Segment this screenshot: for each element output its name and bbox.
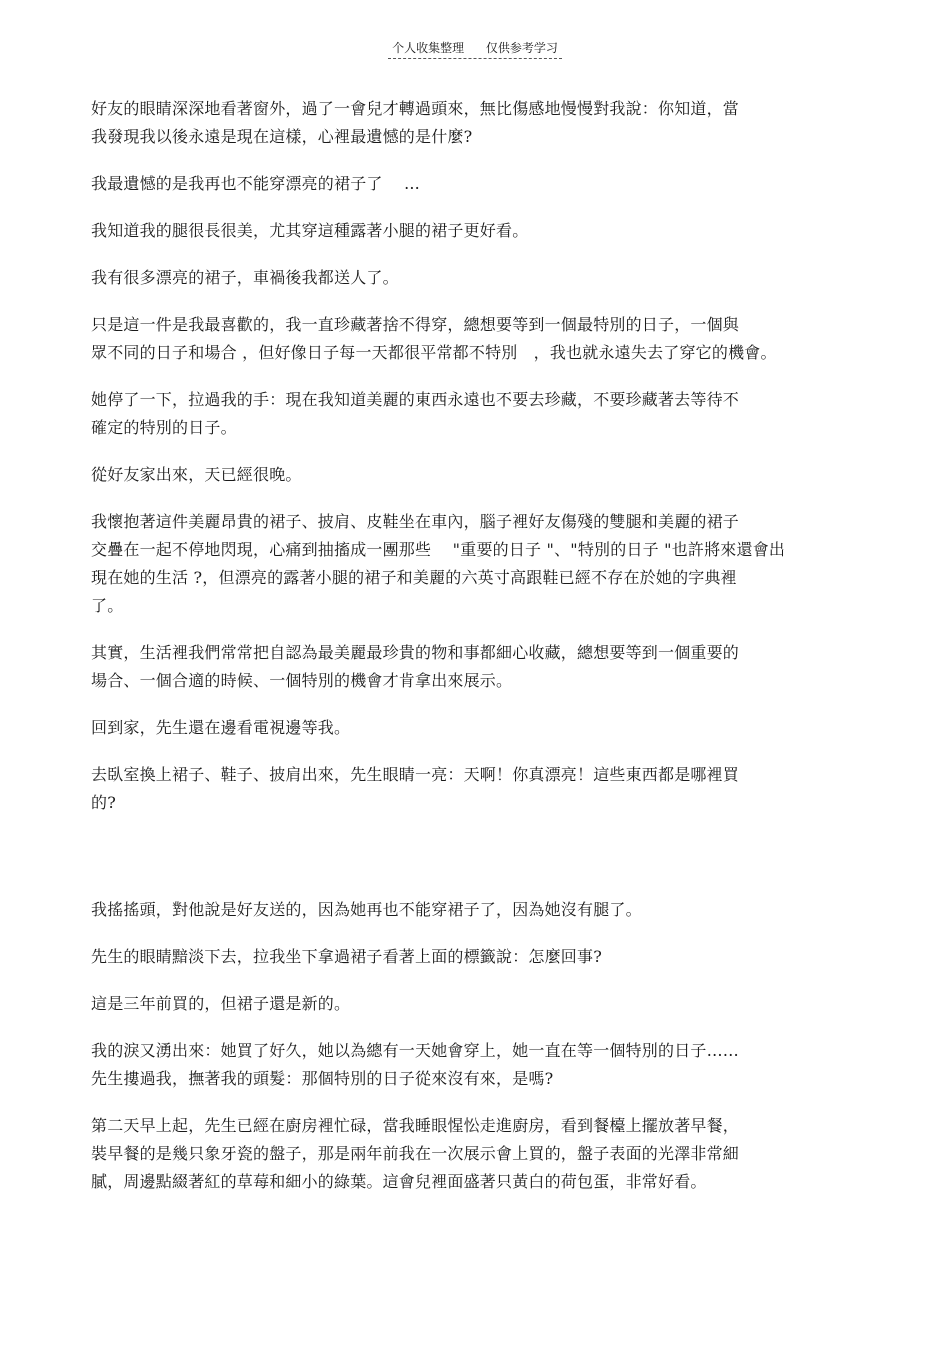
paragraph: 我懷抱著這件美麗昂貴的裙子、披肩、皮鞋坐在車內，腦子裡好友傷殘的雙腿和美麗的裙子 交疊在一起不停地閃現，心痛到抽搐成一團那些 "重要的日子 "、"特別的日子 "也許將來還會出 現在她的生活 ?，但漂亮的露著小腿的裙子和美麗的六英寸高跟鞋已經不存在於她的字典裡 了。 [91, 512, 786, 615]
paragraph: 她停了一下，拉過我的手：現在我知道美麗的東西永遠也不要去珍藏，不要珍藏著去等待不 確定的特別的日子。 [91, 390, 740, 437]
paragraph: 我的淚又湧出來：她買了好久，她以為總有一天她會穿上，她一直在等一個特別的日子…… 先生摟過我，撫著我的頭髮：那個特別的日子從來沒有來，是嗎? [91, 1041, 740, 1088]
paragraph: 我知道我的腿很長很美，尤其穿這種露著小腿的裙子更好看。 [91, 221, 529, 240]
paragraph: 只是這一件是我最喜歡的，我一直珍藏著捨不得穿，總想要等到一個最特別的日子，一個與 眾不同的日子和場合 ，但好像日子每一天都很平常都不特別 ，我也就永遠失去了穿它的機會。 [91, 315, 777, 362]
paragraph: 去臥室換上裙子、鞋子、披肩出來，先生眼睛一亮：天啊！你真漂亮！這些東西都是哪裡買 的? [91, 765, 740, 812]
paragraph: 我有很多漂亮的裙子，車禍後我都送人了。 [91, 268, 399, 287]
paragraph: 回到家，先生還在邊看電視邊等我。 [91, 718, 351, 737]
paragraph: 從好友家出來，天已經很晚。 [91, 465, 302, 484]
paragraph: 其實，生活裡我們常常把自認為最美麗最珍貴的物和事都細心收藏，總想要等到一個重要的 場合、一個合適的時候、一個特別的機會才肯拿出來展示。 [91, 643, 740, 690]
page-header [0, 40, 950, 59]
header-text: 个人收集整理 仅供参考学习 [388, 40, 562, 59]
paragraph: 我搖搖頭，對他說是好友送的，因為她再也不能穿裙子了，因為她沒有腿了。 [91, 900, 642, 919]
paragraph: 第二天早上起，先生已經在廚房裡忙碌，當我睡眼惺忪走進廚房，看到餐檯上擺放著早餐， 裝早餐的是幾只象牙瓷的盤子，那是兩年前我在一次展示會上買的，盤子表面的光澤非常細 膩，周邊點綴著紅的草莓和細小的綠葉。這會兒裡面盛著只黃白的荷包蛋，非常好看。 [91, 1116, 740, 1191]
paragraph: 先生的眼睛黯淡下去，拉我坐下拿過裙子看著上面的標籤說：怎麼回事? [91, 947, 602, 966]
paragraph: 這是三年前買的，但裙子還是新的。 [91, 994, 351, 1013]
page-gap [91, 836, 871, 896]
paragraph: 我最遺憾的是我再也不能穿漂亮的裙子了 ... [91, 174, 420, 193]
document-body [91, 95, 871, 1215]
paragraph: 好友的眼睛深深地看著窗外，過了一會兒才轉過頭來，無比傷感地慢慢對我說：你知道，當 我發現我以後永遠是現在這樣，心裡最遺憾的是什麼? [91, 99, 740, 146]
